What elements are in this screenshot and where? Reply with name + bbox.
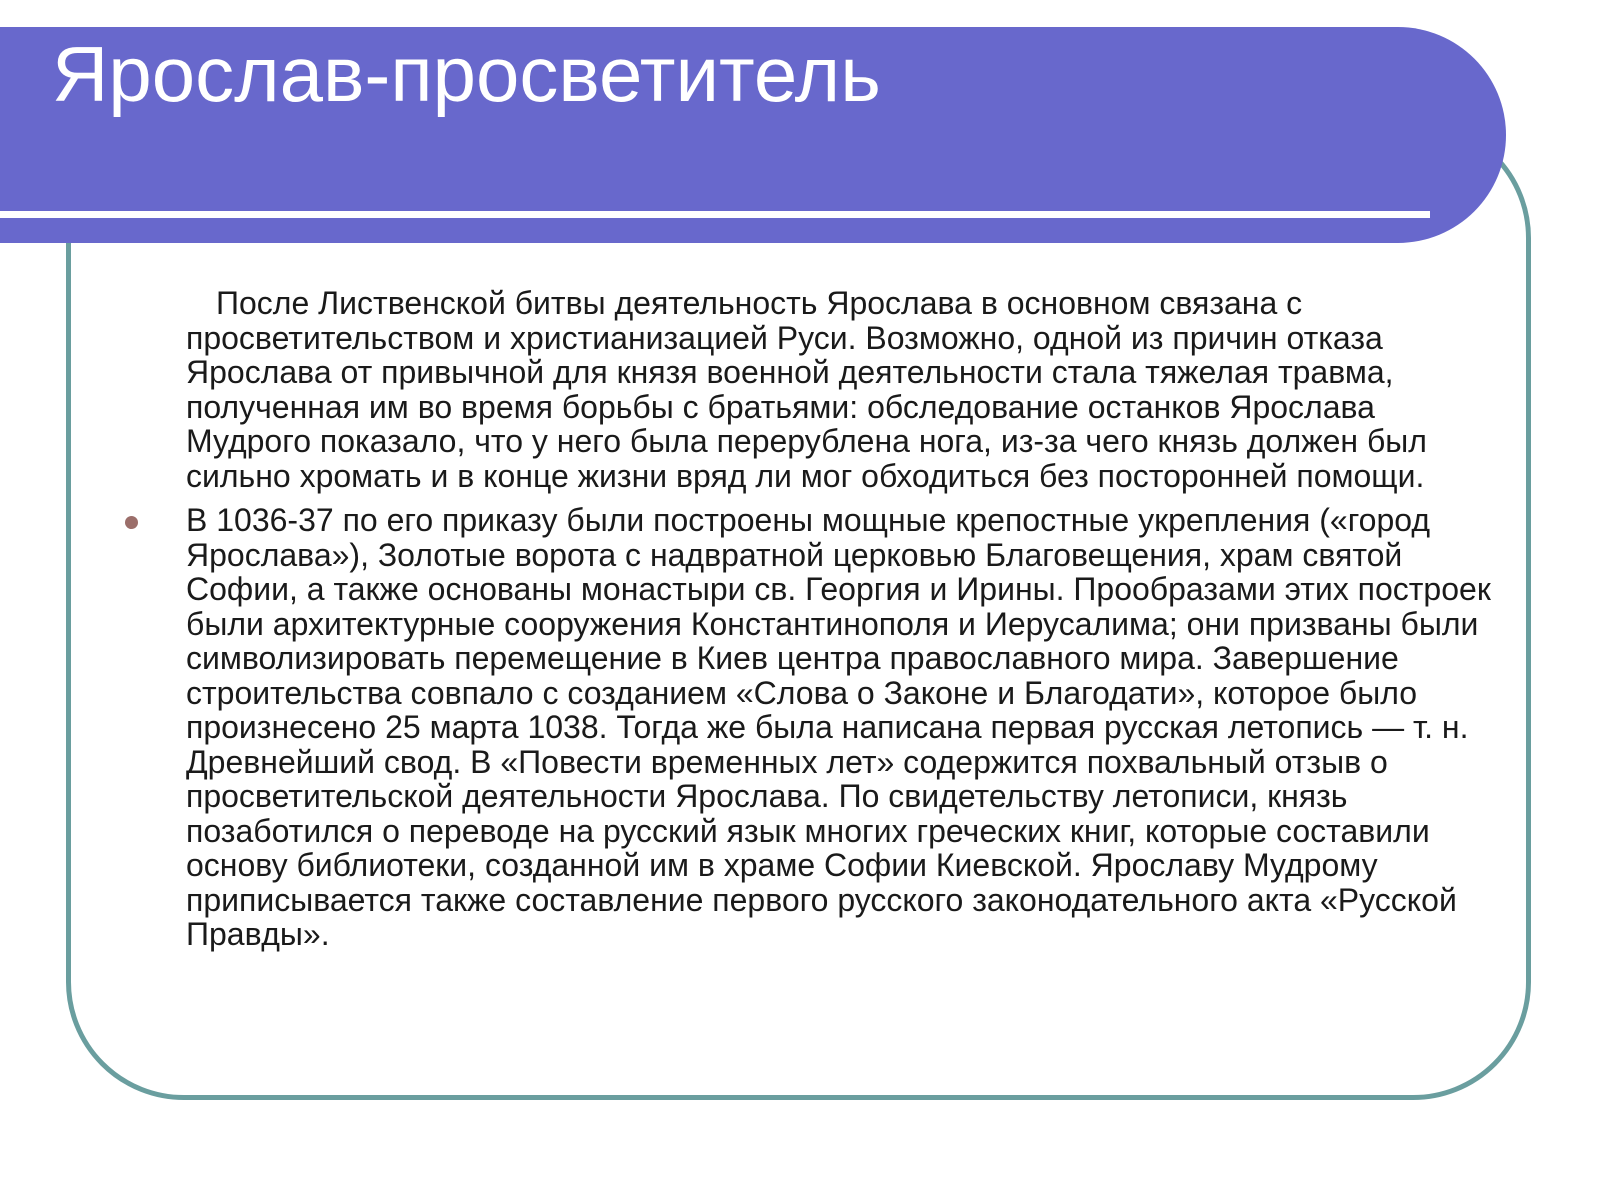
intro-paragraph: После Лиственской битвы деятельность Ярослава в основном связана с просветительством и христианизацией Руси. Возможно, одной из причин отказа Ярослава от привычной для князя военной деятельности стала тяжелая травма, полученная им во время борьбы с братьями: обследование останков Ярослава Мудрого показало, что у него была перерублена нога, из-за чего князь должен был сильно хромать и в конце жизни вряд ли мог обходиться без посторонней помощи.: [186, 285, 1427, 494]
bullet-text: В 1036-37 по его приказу были построены мощные крепостные укрепления («город Ярослава»), Золотые ворота с надвратной церковью Благовещения, храм святой Софии, а также основаны монастыри св. Георгия и Ирины. Прообразами этих построек были архитектурные сооружения Константинополя и Иерусалима; они призваны были символизировать перемещение в Киев центра православного мира. Завершение строительства совпало с созданием «Слова о Законе и Благодати», которое было произнесено 25 марта 1038. Тогда же была написана первая русская летопись — т. н. Древнейший свод. В «Повести временных лет» содержится похвальный отзыв о просветительской деятельности Ярослава. По свидетельству летописи, князь позаботился о переводе на русский язык многих греческих книг, которые составили основу библиотеки, созданной им в храме Софии Киевской. Ярославу Мудрому приписывается также составление первого русского законодательного акта «Русской Правды».: [186, 502, 1491, 952]
slide-body: [186, 286, 1496, 952]
title-divider-line: [0, 211, 1430, 218]
bullet-dot-icon: [125, 516, 138, 529]
slide-title: Ярослав-просветитель: [52, 30, 881, 118]
bullet-item: [186, 503, 1496, 952]
